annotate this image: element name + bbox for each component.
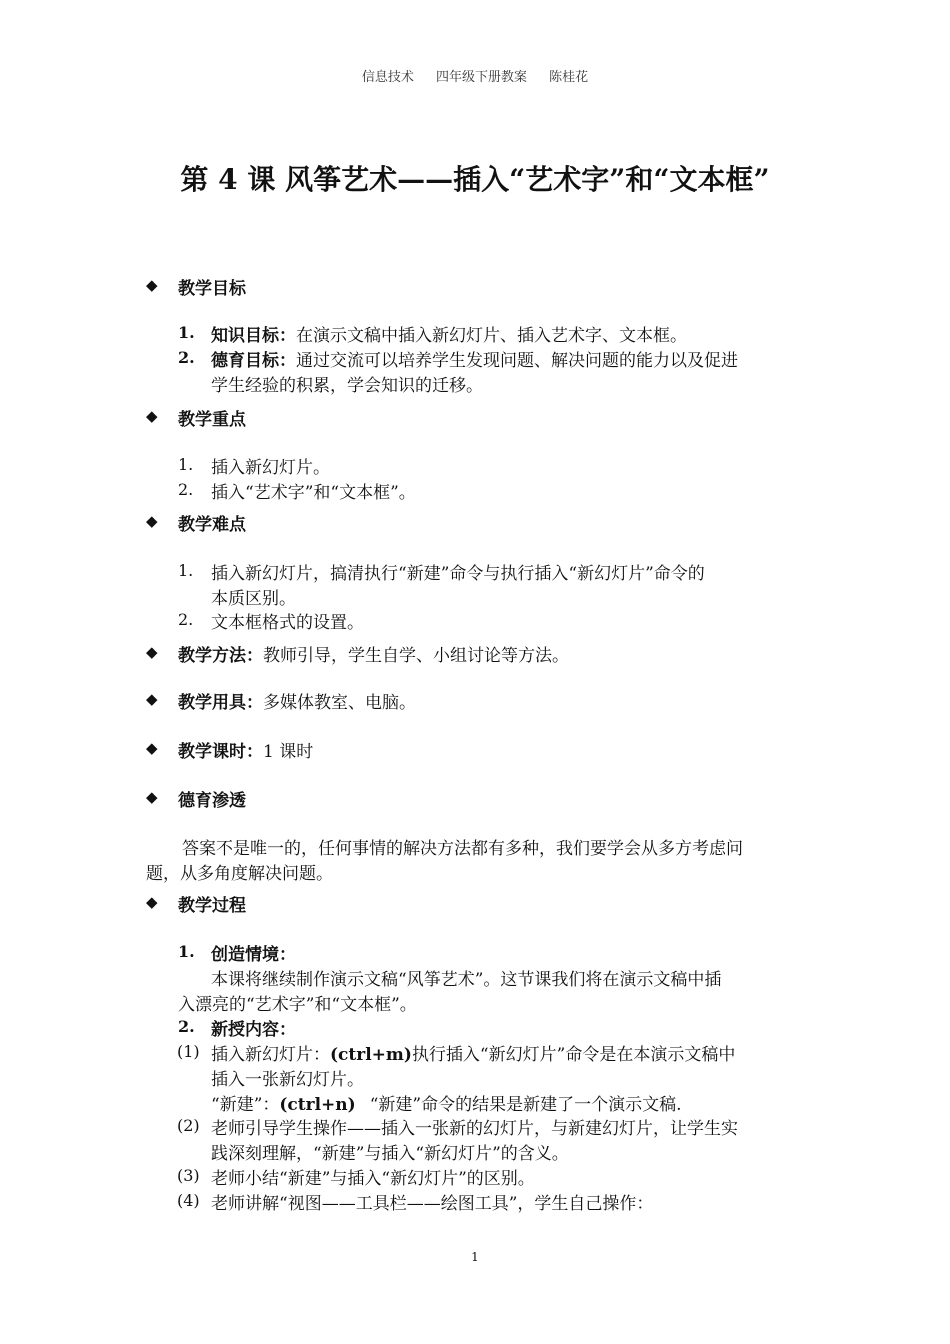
- item-2-cont: 践深刻理解，“新建”与插入“新幻灯片”的含义。: [211, 1144, 569, 1164]
- key-point-2: 插入“艺术字”和“文本框”。: [211, 483, 416, 503]
- step-1-label: 创造情境：: [211, 945, 296, 965]
- item-1-cont: 插入一张新幻灯片。: [211, 1070, 364, 1090]
- bullet-icon: ◆: [146, 788, 158, 806]
- item-4: 老师讲解“视图——工具栏——绘图工具”，学生自己操作：: [211, 1194, 654, 1214]
- key-point-2-num: 2.: [178, 480, 194, 499]
- goal-2-label: 德育目标：: [211, 351, 296, 371]
- tools-heading: 教学用具：: [178, 693, 263, 713]
- header-author: 陈桂花: [549, 70, 589, 85]
- item-1-shortcut: (ctrl+m): [330, 1045, 412, 1065]
- new-note: [211, 1090, 682, 1115]
- process-heading: 教学过程: [178, 896, 246, 916]
- goal-2-cont: 学生经验的积累，学会知识的迁移。: [211, 376, 483, 396]
- item-4-num: (4): [177, 1191, 200, 1210]
- method-line: [178, 641, 569, 666]
- hours-line: [178, 737, 313, 762]
- moral-line-2: 题，从多角度解决问题。: [146, 864, 333, 884]
- bullet-icon: ◆: [146, 739, 158, 757]
- difficulty-2-num: 2.: [178, 610, 194, 629]
- tools-text: 多媒体教室、电脑。: [263, 693, 416, 713]
- moral-line-1: 答案不是唯一的，任何事情的解决方法都有多种，我们要学会从多方考虑问: [182, 839, 743, 859]
- item-1-pre: 插入新幻灯片：: [211, 1045, 330, 1065]
- item-1-num: (1): [177, 1042, 200, 1061]
- bullet-icon: ◆: [146, 643, 158, 661]
- new-note-post: “新建”命令的结果是新建了一个演示文稿.: [369, 1095, 682, 1115]
- header-subject: 信息技术: [361, 70, 414, 85]
- step-1-line-1: 本课将继续制作演示文稿“风筝艺术”。这节课我们将在演示文稿中插: [211, 970, 722, 990]
- goals-heading: 教学目标: [178, 279, 246, 299]
- goal-2-text: 通过交流可以培养学生发现问题、解决问题的能力以及促进: [296, 351, 738, 371]
- goal-1: [211, 321, 687, 346]
- moral-heading: 德育渗透: [178, 791, 246, 811]
- item-2: 老师引导学生操作——插入一张新的幻灯片，与新建幻灯片，让学生实: [211, 1119, 738, 1139]
- step-2-num: 2.: [178, 1017, 195, 1036]
- lesson-title: 第 4 课 风筝艺术——插入“艺术字”和“文本框”: [180, 163, 770, 196]
- bullet-icon: ◆: [146, 690, 158, 708]
- goal-2: [211, 346, 738, 371]
- difficulty-2: 文本框格式的设置。: [211, 613, 364, 633]
- hours-text: 1 课时: [263, 742, 314, 762]
- difficulty-1: 插入新幻灯片，搞清执行“新建”命令与执行插入“新幻灯片”命令的: [211, 564, 705, 584]
- item-3: 老师小结“新建”与插入“新幻灯片”的区别。: [211, 1169, 535, 1189]
- goal-2-num: 2.: [178, 348, 195, 367]
- item-3-num: (3): [177, 1166, 200, 1185]
- item-2-num: (2): [177, 1116, 200, 1135]
- goal-1-num: 1.: [178, 323, 195, 342]
- difficulties-heading: 教学难点: [178, 515, 246, 535]
- bullet-icon: ◆: [146, 407, 158, 425]
- tools-line: [178, 688, 416, 713]
- key-point-1: 插入新幻灯片。: [211, 458, 330, 478]
- goal-1-label: 知识目标：: [211, 326, 296, 346]
- difficulty-1-num: 1.: [178, 561, 194, 580]
- step-1-line-2: 入漂亮的“艺术字”和“文本框”。: [178, 995, 417, 1015]
- key-point-1-num: 1.: [178, 455, 194, 474]
- header-grade: 四年级下册教案: [435, 70, 527, 85]
- method-text: 教师引导，学生自学、小组讨论等方法。: [263, 646, 569, 666]
- bullet-icon: ◆: [146, 512, 158, 530]
- method-heading: 教学方法：: [178, 646, 263, 666]
- new-note-pre: “新建”：: [211, 1095, 280, 1115]
- hours-heading: 教学课时：: [178, 742, 263, 762]
- difficulty-1-cont: 本质区别。: [211, 589, 296, 609]
- step-1-num: 1.: [178, 942, 195, 961]
- page-number: 1: [471, 1250, 479, 1264]
- new-note-shortcut: (ctrl+n): [279, 1095, 356, 1115]
- bullet-icon: ◆: [146, 276, 158, 294]
- bullet-icon: ◆: [146, 893, 158, 911]
- key-points-heading: 教学重点: [178, 410, 246, 430]
- goal-1-text: 在演示文稿中插入新幻灯片、插入艺术字、文本框。: [296, 326, 687, 346]
- step-2-label: 新授内容：: [211, 1020, 296, 1040]
- item-1: [211, 1040, 735, 1065]
- item-1-post: 执行插入“新幻灯片”命令是在本演示文稿中: [411, 1045, 736, 1065]
- page-header: [0, 66, 950, 85]
